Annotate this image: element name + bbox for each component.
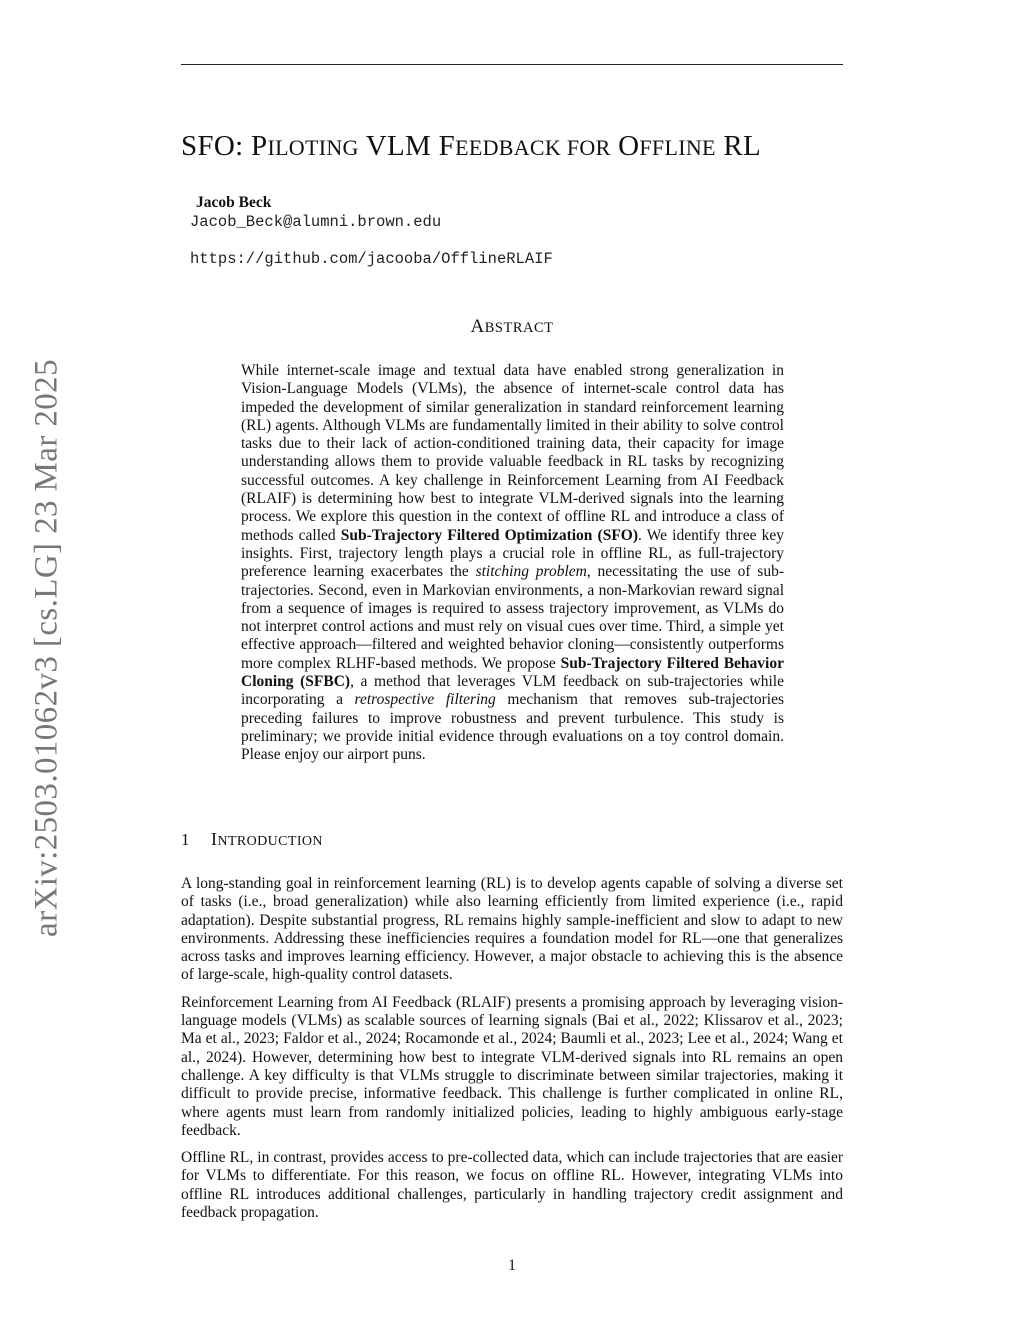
paragraph: A long-standing goal in reinforcement learning (RL) is to develop agents capable of solving a diverse set of tasks (i.e., broad generalization) while also learning efficiently from limited experience (i.e., rapid adaptation). Despite substantial progress, RL remains highly sample-inefficient and slow to adapt to new environments. Addressing these inefficiencies requires a foundation model for RL—one that generalizes across tasks and improves learning efficiency. However, a major obstacle to achieving this is the absence of large-scale, high-quality control datasets. <box>181 875 843 984</box>
paragraph: Reinforcement Learning from AI Feedback (RLAIF) presents a promising approach by leveraging vision-language models (VLMs) as scalable sources of learning signals (Bai et al., 2022; Klissarov et al., 2023; Ma et al., 2023; Faldor et al., 2024; Rocamonde et al., 2024; Baumli et al., 2023; Lee et al., 2024; Wang et al., 2024). However, determining how best to integrate VLM-derived signals into RL remains an open challenge. A key difficulty is that VLMs struggle to discriminate between similar trajectories, making it difficult to provide precise, informative feedback. This challenge is further complicated in online RL, where agents must learn from randomly initialized policies, leading to highly ambiguous early-stage feedback. <box>181 993 843 1139</box>
author-name: Jacob Beck <box>196 194 272 211</box>
section-number: 1 <box>181 830 190 849</box>
term-retrospective-filtering: retrospective filtering <box>354 691 496 709</box>
section-heading-introduction: 1 INTRODUCTION <box>181 829 323 849</box>
top-rule <box>181 64 843 65</box>
term-stitching-problem: stitching problem <box>475 563 587 581</box>
author-email[interactable]: Jacob_Beck@alumni.brown.edu <box>190 213 442 231</box>
method-name-sfbc: Sub-Trajectory Filtered Behavior Cloning (SFBC) <box>241 654 784 691</box>
abstract-text: While internet-scale image and textual data have enabled strong generalization in Vision-Language Models (VLMs), the absence of internet-scale control data has impeded the development of similar generalization in standard reinforcement learning (RL) agents. Although VLMs are fundamentally limited in their ability to solve control tasks due to their lack of action-conditioned training data, their capacity for image understanding allows them to provide valuable feedback in RL tasks by recognizing successful outcomes. A key challenge in Reinforcement Learning from AI Feedback (RLAIF) is determining how best to integrate VLM-derived signals into the learning process. We explore this question in the context of offline RL and introduce a class of methods called Sub-Trajectory Filtered Optimization (SFO). We identify three key insights. First, trajectory length plays a crucial role in offline RL, as full-trajectory preference learning exacerbates the stitching problem, necessitating the use of sub-trajectories. Second, even in Markovian environments, a non-Markovian reward signal from a sequence of images is required to assess trajectory improvement, as VLMs do not interpret control actions and must rely on visual cues over time. Third, a simple yet effective approach—filtered and weighted behavior cloning—consistently outperforms more complex RLHF-based methods. We propose Sub-Trajectory Filtered Behavior Cloning (SFBC), a method that leverages VLM feedback on sub-trajectories while incorporating a retrospective filtering mechanism that removes sub-trajectories preceding failures to improve robustness and prevent turbulence. This study is preliminary; we provide initial evidence through evaluations on a toy control domain. Please enjoy our airport puns. <box>241 362 784 764</box>
page-number: 1 <box>508 1257 516 1274</box>
paper-title: SFO: PILOTING VLM FEEDBACK FOR OFFLINE RL <box>181 130 761 162</box>
abstract-heading: ABSTRACT <box>470 316 554 337</box>
method-name-sfo: Sub-Trajectory Filtered Optimization (SFO) <box>340 526 639 544</box>
paragraph: Offline RL, in contrast, provides access to pre-collected data, which can include trajectories that are easier for VLMs to differentiate. For this reason, we focus on offline RL. However, integrating VLMs into offline RL introduces additional challenges, particularly in handling trajectory credit assignment and feedback propagation. <box>181 1149 843 1222</box>
author-url[interactable]: https://github.com/jacooba/OfflineRLAIF <box>190 250 553 268</box>
introduction-body <box>181 875 843 1231</box>
arxiv-identifier: arXiv:2503.01062v3 [cs.LG] 23 Mar 2025 <box>28 359 65 937</box>
